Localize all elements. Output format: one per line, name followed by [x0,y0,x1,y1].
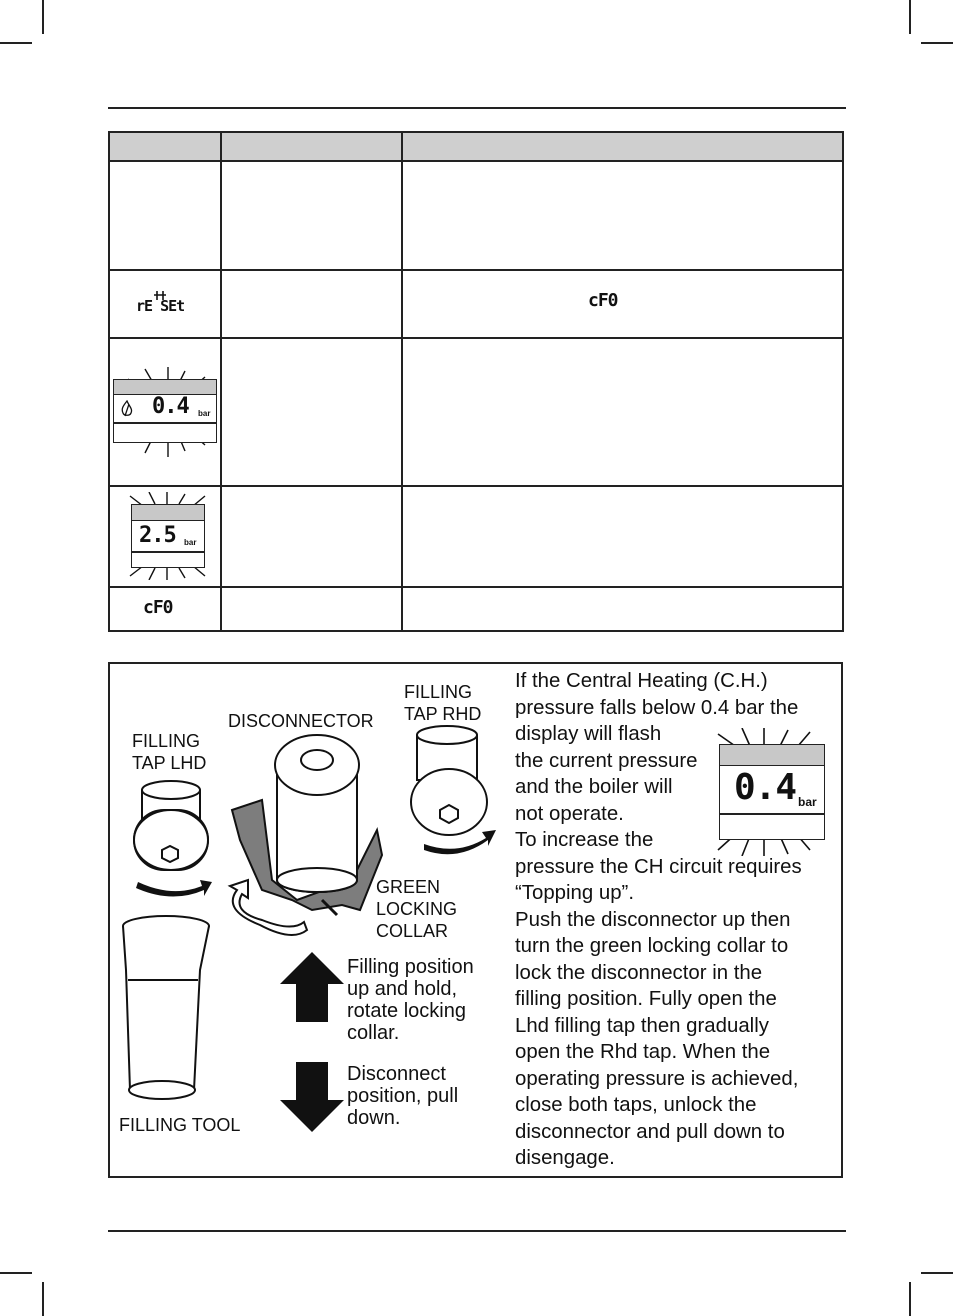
filling-tool-label: FILLING TOOL [119,1115,241,1135]
lcd-divider [114,422,216,424]
crop-mark [0,1272,32,1274]
label-line: Filling position [347,956,474,978]
lcd-band [720,745,824,766]
filling-tap-rhd-illustration [411,726,487,835]
instruction-line: filling position. Fully open the [515,988,777,1010]
pressure-value: 0.4 [152,394,189,419]
crop-mark [42,0,44,34]
filling-position-label [347,956,474,1044]
row-divider [110,337,842,339]
lcd-divider [132,551,204,553]
label-line: FILLING [404,682,473,702]
instruction-line: disconnector and pull down to [515,1120,785,1143]
lcd-frame [113,379,217,443]
row-divider [110,269,842,271]
cf0-display-icon: cF0 [143,597,173,618]
instruction-line: pressure falls below 0.4 bar the [515,696,799,719]
label-line: position, pull [347,1085,459,1107]
label-line: up and hold, [347,978,458,1000]
instruction-line: pressure the CH circuit requires [515,855,802,878]
instruction-line: To increase the [515,829,654,851]
instruction-line: display will flash [515,723,662,745]
cf0-inline-display: cF0 [588,290,618,311]
pressure-display-icon [125,492,210,580]
label-line: LOCKING [376,899,458,919]
header-rule [108,107,846,109]
reset-display-icon [130,285,200,325]
crop-mark [0,42,32,44]
label-line: rotate locking [347,1000,466,1022]
pressure-unit: bar [198,409,211,418]
lcd-band [114,380,216,395]
column-divider [220,133,222,630]
crop-mark [909,0,911,34]
label-line: down. [347,1107,401,1129]
crop-mark [42,1282,44,1316]
label-line: GREEN [376,877,441,897]
reset-text: rE SEt [136,297,185,315]
label-line: collar. [347,1022,400,1044]
up-arrow-icon [280,952,344,1022]
low-pressure-figure-display [712,728,828,856]
lcd-frame [719,744,825,840]
crop-mark [909,1282,911,1316]
disconnect-position-label [347,1063,458,1129]
instruction-line: disengage. [515,1147,615,1169]
instruction-line: “Topping up”. [515,882,635,904]
green-locking-collar-label [376,876,457,942]
instruction-line: turn the green locking collar to [515,935,789,957]
down-arrow-icon [280,1062,344,1132]
lcd-frame [131,504,205,568]
label-line: TAP LHD [132,753,207,773]
rotate-arrow-lhd [136,880,212,897]
pressure-value: 0.4 [734,767,797,808]
footer-rule [108,1230,846,1232]
instruction-line: close both taps, unlock the [515,1094,757,1116]
flame-icon [120,400,134,418]
label-line: FILLING [132,731,201,751]
disconnector-label: DISCONNECTOR [228,711,374,731]
pressure-unit: bar [798,795,817,809]
label-line: Disconnect [347,1063,446,1085]
instruction-line: If the Central Heating (C.H.) [515,670,768,692]
crop-mark [921,42,953,44]
row-divider [110,485,842,487]
instruction-line: not operate. [515,802,624,825]
instruction-line: open the Rhd tap. When the [515,1041,771,1063]
instruction-line: the current pressure [515,749,698,772]
instruction-line: lock the disconnector in the [515,961,763,984]
column-divider [401,133,403,630]
pressure-value: 2.5 [139,523,176,548]
lcd-divider [720,813,824,815]
low-pressure-display-icon [110,365,220,460]
instruction-line: Push the disconnector up then [515,908,791,931]
row-divider [110,586,842,588]
lcd-band [132,505,204,521]
filling-tool-illustration [123,916,209,1099]
filling-tap-lhd-illustration [134,781,208,870]
filling-tap-lhd-label [132,730,206,774]
label-line: COLLAR [376,921,449,941]
disconnector-illustration [232,735,382,915]
instruction-line: operating pressure is achieved, [515,1067,799,1090]
crop-mark [921,1272,953,1274]
pressure-unit: bar [184,538,197,547]
label-line: TAP RHD [404,704,482,724]
filling-tap-rhd-label [404,681,481,725]
instruction-line: and the boiler will [515,776,673,798]
instruction-line: Lhd filling tap then gradually [515,1014,769,1037]
